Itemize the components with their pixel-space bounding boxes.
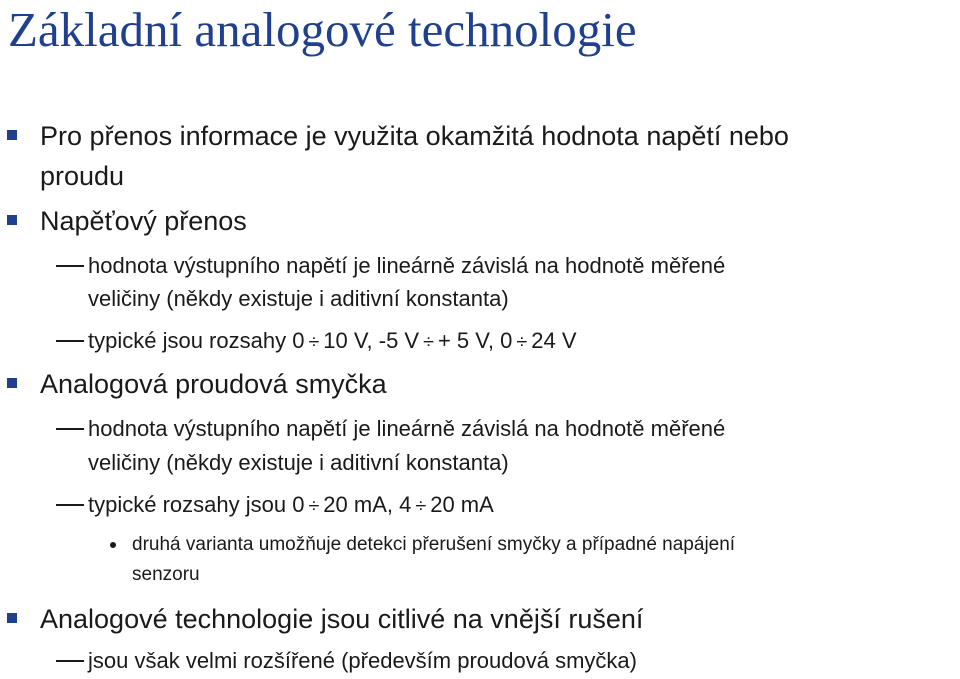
bullet-2 xyxy=(40,198,247,244)
square-bullet-icon xyxy=(7,613,17,623)
square-bullet-icon xyxy=(7,215,17,225)
dash-bullet-icon xyxy=(56,504,84,506)
range-text-2: 10 V, -5 V xyxy=(323,328,420,353)
sub-bullet-2-1-line-1: hodnota výstupního napětí je lineárně závislá na hodnotě měřené xyxy=(88,253,726,278)
division-sign-icon: ÷ xyxy=(516,331,528,353)
dash-bullet-icon xyxy=(56,428,84,430)
sub-bullet-3-1-continuation xyxy=(88,446,509,479)
dot-bullet-icon xyxy=(110,542,116,548)
division-sign-icon: ÷ xyxy=(423,331,434,353)
bullet-3-text: Analogová proudová smyčka xyxy=(40,369,387,399)
bullet-2-text: Napěťový přenos xyxy=(40,206,247,236)
sub-bullet-4-1 xyxy=(88,644,637,677)
sub-sub-bullet-line-2: senzoru xyxy=(132,564,200,585)
bullet-1-continuation xyxy=(40,153,124,199)
sub-bullet-3-2 xyxy=(88,488,494,523)
sub-bullet-3-1 xyxy=(88,412,725,445)
square-bullet-icon xyxy=(7,130,17,140)
sub-bullet-2-1-continuation xyxy=(88,282,509,315)
sub-bullet-2-2 xyxy=(88,324,577,359)
bullet-1-line-2: proudu xyxy=(40,161,125,191)
range-text-3: + 5 V, 0 xyxy=(437,328,513,353)
sub-bullet-3-1-line-1: hodnota výstupního napětí je lineárně závislá na hodnotě měřené xyxy=(88,416,726,441)
slide-title: Základní analogové technologie xyxy=(8,2,637,57)
square-bullet-icon xyxy=(7,378,17,388)
range-text-1: typické rozsahy jsou 0 xyxy=(88,492,305,517)
bullet-3 xyxy=(40,361,387,407)
division-sign-icon: ÷ xyxy=(415,495,427,517)
sub-sub-bullet-3-2-1 xyxy=(132,530,735,560)
division-sign-icon: ÷ xyxy=(308,495,320,517)
range-text-4: 24 V xyxy=(531,328,577,353)
sub-bullet-3-1-line-2: veličiny (někdy existuje i aditivní konstanta) xyxy=(88,450,509,475)
bullet-4 xyxy=(40,596,643,642)
bullet-1 xyxy=(40,113,789,159)
bullet-1-line-1: Pro přenos informace je využita okamžitá hodnota napětí nebo xyxy=(40,121,789,151)
sub-sub-bullet-line-1: druhá varianta umožňuje detekci přerušení smyčky a případné napájení xyxy=(132,534,736,555)
dash-bullet-icon xyxy=(56,340,84,342)
range-text-2: 20 mA, 4 xyxy=(323,492,412,517)
division-sign-icon: ÷ xyxy=(308,331,320,353)
bullet-4-text: Analogové technologie jsou citlivé na vnější rušení xyxy=(40,604,644,634)
range-text-1: typické jsou rozsahy 0 xyxy=(88,328,305,353)
sub-bullet-2-1 xyxy=(88,249,725,282)
sub-sub-bullet-3-2-1-continuation xyxy=(132,560,200,590)
dash-bullet-icon xyxy=(56,660,84,662)
range-text-3: 20 mA xyxy=(430,492,494,517)
sub-bullet-2-1-line-2: veličiny (někdy existuje i aditivní konstanta) xyxy=(88,286,509,311)
sub-bullet-4-1-text: jsou však velmi rozšířené (především proudová smyčka) xyxy=(88,648,637,673)
dash-bullet-icon xyxy=(56,265,84,267)
